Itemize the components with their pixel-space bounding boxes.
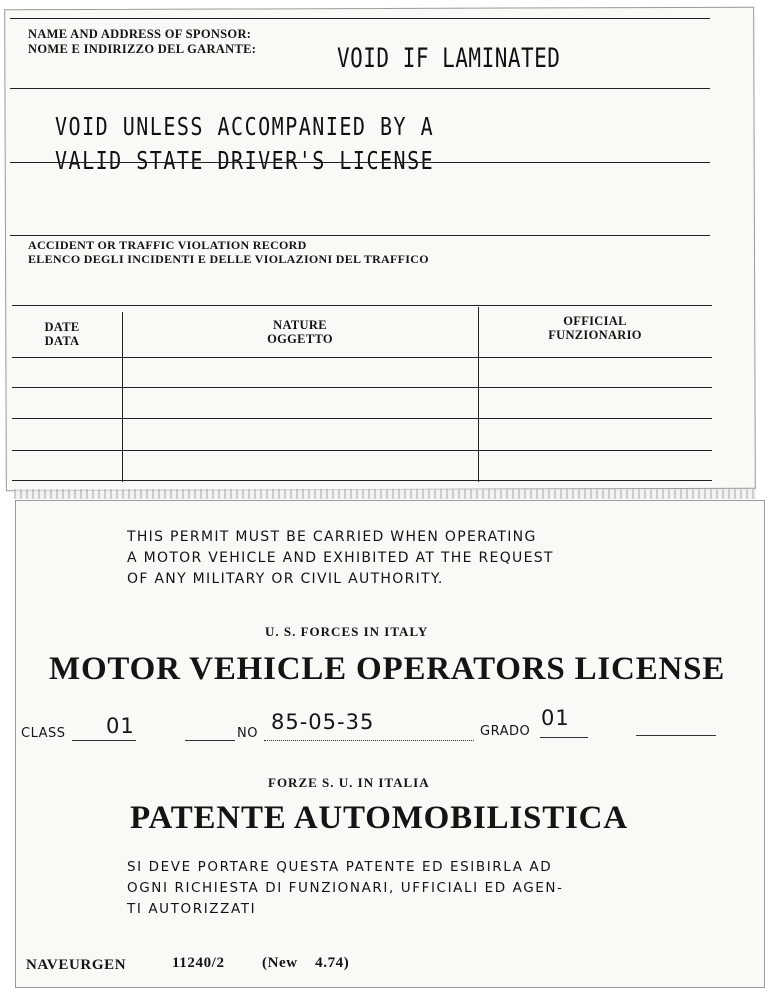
- issuer-it: FORZE S. U. IN ITALIA: [268, 775, 430, 790]
- sponsor-line-3: [10, 235, 710, 236]
- record-heading-en: ACCIDENT OR TRAFFIC VIOLATION RECORD: [28, 238, 307, 252]
- form-number: 11240/2: [172, 955, 225, 971]
- column-official-en: OFFICIAL: [563, 314, 627, 328]
- column-header-official: [530, 314, 660, 342]
- sponsor-line-2: [10, 162, 710, 163]
- sponsor-line-1: [10, 88, 710, 89]
- column-nature-it: OGGETTO: [267, 332, 333, 346]
- column-header-nature: [240, 318, 360, 346]
- italian-notice-line3: TI AUTORIZZATI: [127, 901, 257, 917]
- column-date-en: DATE: [44, 320, 80, 334]
- form-edition: (New 4.74): [262, 955, 350, 971]
- table-row-line: [12, 387, 712, 388]
- class-underline: [72, 740, 136, 741]
- grado-value: 01: [541, 706, 570, 730]
- table-row-line: [12, 418, 712, 419]
- license-no-value: 85-05-35: [271, 710, 375, 734]
- italian-notice-line2: OGNI RICHIESTA DI FUNZIONARI, UFFICIALI ED AGEN-: [127, 880, 564, 896]
- form-designation: NAVEURGEN: [26, 957, 127, 973]
- top-border-line: [10, 18, 710, 19]
- table-divider-1: [122, 312, 123, 482]
- table-top-line: [12, 305, 712, 306]
- italian-notice-line1: SI DEVE PORTARE QUESTA PATENTE ED ESIBIRLA AD: [127, 859, 553, 875]
- grado-label: GRADO: [480, 724, 531, 739]
- sponsor-label-en: NAME AND ADDRESS OF SPONSOR:: [28, 27, 252, 41]
- card-fold: [14, 489, 756, 499]
- table-row-line: [12, 450, 712, 451]
- permit-notice-line2: A MOTOR VEHICLE AND EXHIBITED AT THE REQUEST: [127, 550, 554, 566]
- permit-notice-line3: OF ANY MILITARY OR CIVIL AUTHORITY.: [127, 571, 444, 587]
- column-nature-en: NATURE: [273, 318, 327, 332]
- table-divider-2: [478, 307, 479, 482]
- record-heading-it: ELENCO DEGLI INCIDENTI E DELLE VIOLAZIONI DEL TRAFFICO: [28, 252, 429, 266]
- class-label: CLASS: [21, 726, 66, 741]
- sponsor-label-it: NOME E INDIRIZZO DEL GARANTE:: [28, 42, 257, 56]
- license-no-label: NO: [237, 726, 258, 741]
- license-title-it: PATENTE AUTOMOBILISTICA: [130, 800, 628, 836]
- column-official-it: FUNZIONARIO: [548, 328, 642, 342]
- permit-notice-line1: THIS PERMIT MUST BE CARRIED WHEN OPERATING: [127, 529, 537, 545]
- void-unless-stamp-line2: VALID STATE DRIVER'S LICENSE: [55, 145, 435, 175]
- license-no-underline: [264, 740, 474, 741]
- issuer-en: U. S. FORCES IN ITALY: [265, 624, 429, 639]
- void-unless-stamp-line1: VOID UNLESS ACCOMPANIED BY A: [55, 111, 435, 141]
- grado-underline: [540, 737, 588, 738]
- license-title-en: MOTOR VEHICLE OPERATORS LICENSE: [49, 651, 726, 687]
- table-header-line: [12, 357, 712, 358]
- spacer-underline: [185, 740, 235, 741]
- class-value: 01: [106, 714, 135, 738]
- trailing-underline: [636, 735, 716, 736]
- column-header-date: [42, 320, 82, 348]
- table-row-line: [12, 480, 712, 481]
- void-if-laminated-stamp: VOID IF LAMINATED: [337, 43, 561, 73]
- column-date-it: DATA: [44, 334, 80, 348]
